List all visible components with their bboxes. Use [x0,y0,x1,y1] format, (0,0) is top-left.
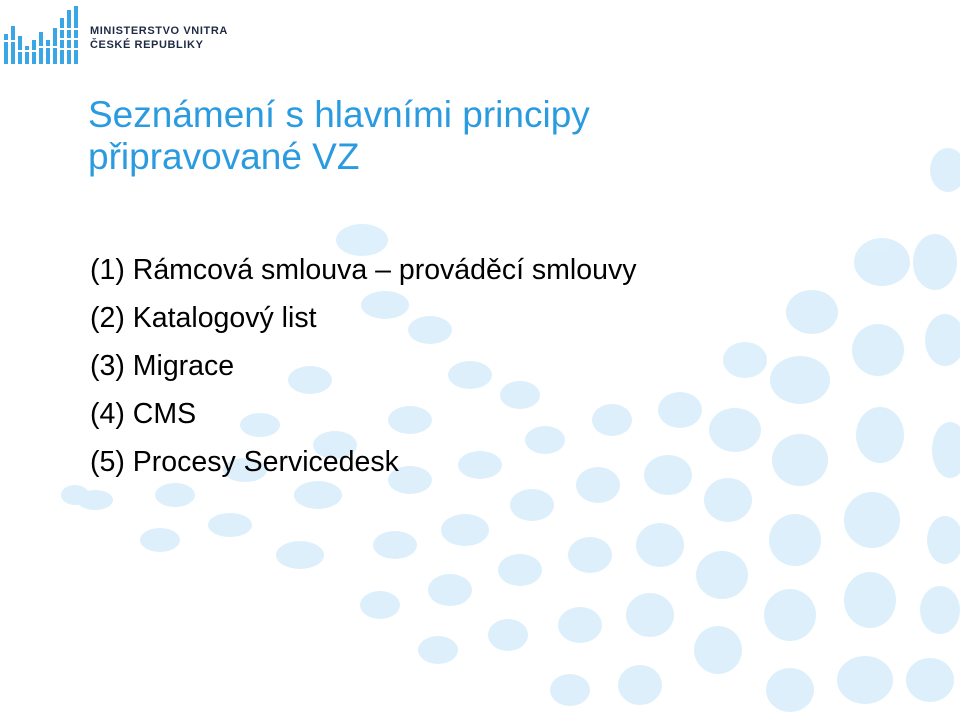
ministry-name-line1: MINISTERSTVO VNITRA [90,25,228,37]
ministry-mv-logo-icon [4,6,84,64]
list-item: (1) Rámcová smlouva – prováděcí smlouvy [90,254,637,286]
topic-list [90,246,636,486]
list-item: (4) CMS [90,398,197,430]
list-item: (5) Procesy Servicedesk [90,446,399,478]
list-item: (2) Katalogový list [90,302,317,334]
slide-title [88,94,590,178]
list-item: (3) Migrace [90,350,235,382]
slide-title-line2: připravované VZ [88,136,360,177]
slide-title-line1: Seznámení s hlavními principy [88,94,590,135]
ministry-name [90,24,228,52]
ministry-name-line2: ČESKÉ REPUBLIKY [90,39,204,51]
